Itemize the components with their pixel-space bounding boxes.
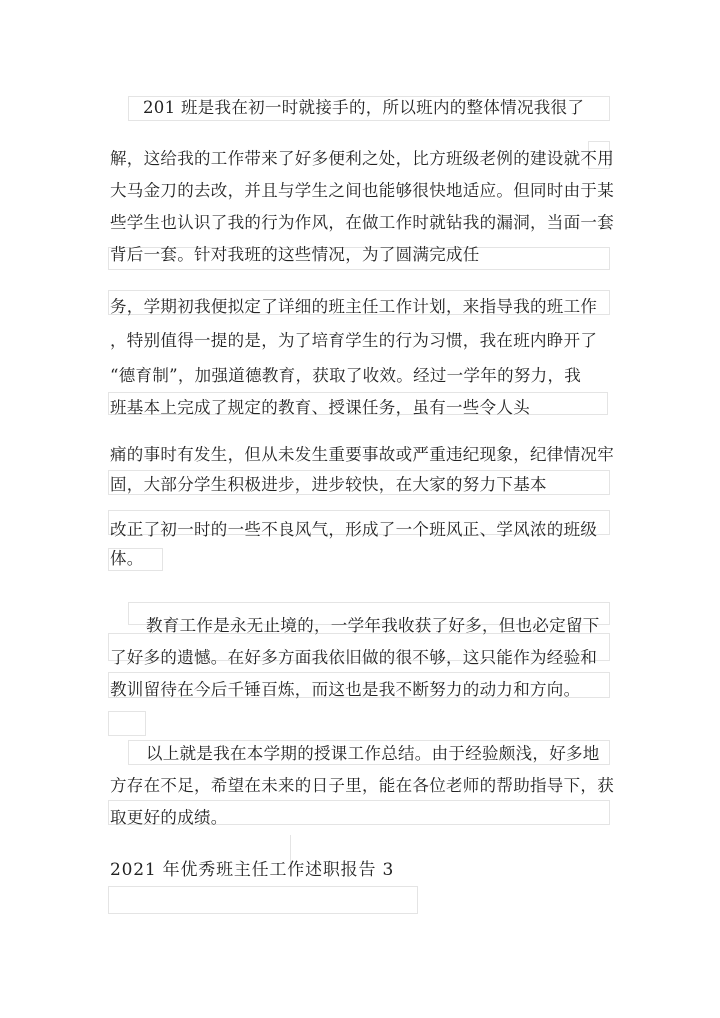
text-line: ，特别值得一提的是，为了培育学生的行为习惯，我在班内睁开了 — [110, 331, 598, 350]
text-line: 以上就是我在本学期的授课工作总结。由于经验颇浅，好多地 — [146, 744, 600, 763]
text-line: 大马金刀的去改，并且与学生之间也能够很快地适应。但同时由于某 — [110, 181, 614, 200]
text-line: 体。 — [110, 549, 144, 568]
text-line: 背后一套。针对我班的这些情况，为了圆满完成任 — [110, 245, 480, 264]
text-line: 了好多的遗憾。在好多方面我依旧做的很不够，这只能作为经验和 — [110, 648, 598, 667]
text-line: 务，学期初我便拟定了详细的班主任工作计划，来指导我的班工作 — [110, 297, 598, 316]
text-line: 些学生也认识了我的行为作风，在做工作时就钻我的漏洞，当面一套 — [110, 213, 614, 232]
text-line: 方存在不足，希望在未来的日子里，能在各位老师的帮助指导下，获 — [110, 776, 614, 795]
text-line: “德育制”，加强道德教育，获取了收效。经过一学年的努力，我 — [110, 366, 582, 385]
text-line: 解，这给我的工作带来了好多便利之处，比方班级老例的建设就不用 — [110, 149, 614, 168]
scan-box — [108, 886, 418, 914]
text-line: 改正了初一时的一些不良风气，形成了一个班风正、学风浓的班级 — [110, 520, 598, 539]
text-line: 班基本上完成了规定的教育、授课任务，虽有一些令人头 — [110, 398, 530, 417]
section-heading: 2021 年优秀班主任工作述职报告 3 — [110, 860, 395, 880]
text-line: 教训留待在今后千锤百炼，而这也是我不断努力的动力和方向。 — [110, 680, 581, 699]
text-line: 取更好的成绩。 — [110, 808, 228, 827]
text-line: 教育工作是永无止境的，一学年我收获了好多，但也必定留下 — [146, 616, 600, 635]
scan-box — [108, 711, 146, 736]
text-line: 201 班是我在初一时就接手的，所以班内的整体情况我很了 — [143, 98, 585, 117]
text-line: 痛的事时有发生，但从未发生重要事故或严重违纪现象，纪律情况牢 — [110, 445, 614, 464]
text-line: 固，大部分学生积极进步，进步较快，在大家的努力下基本 — [110, 475, 547, 494]
